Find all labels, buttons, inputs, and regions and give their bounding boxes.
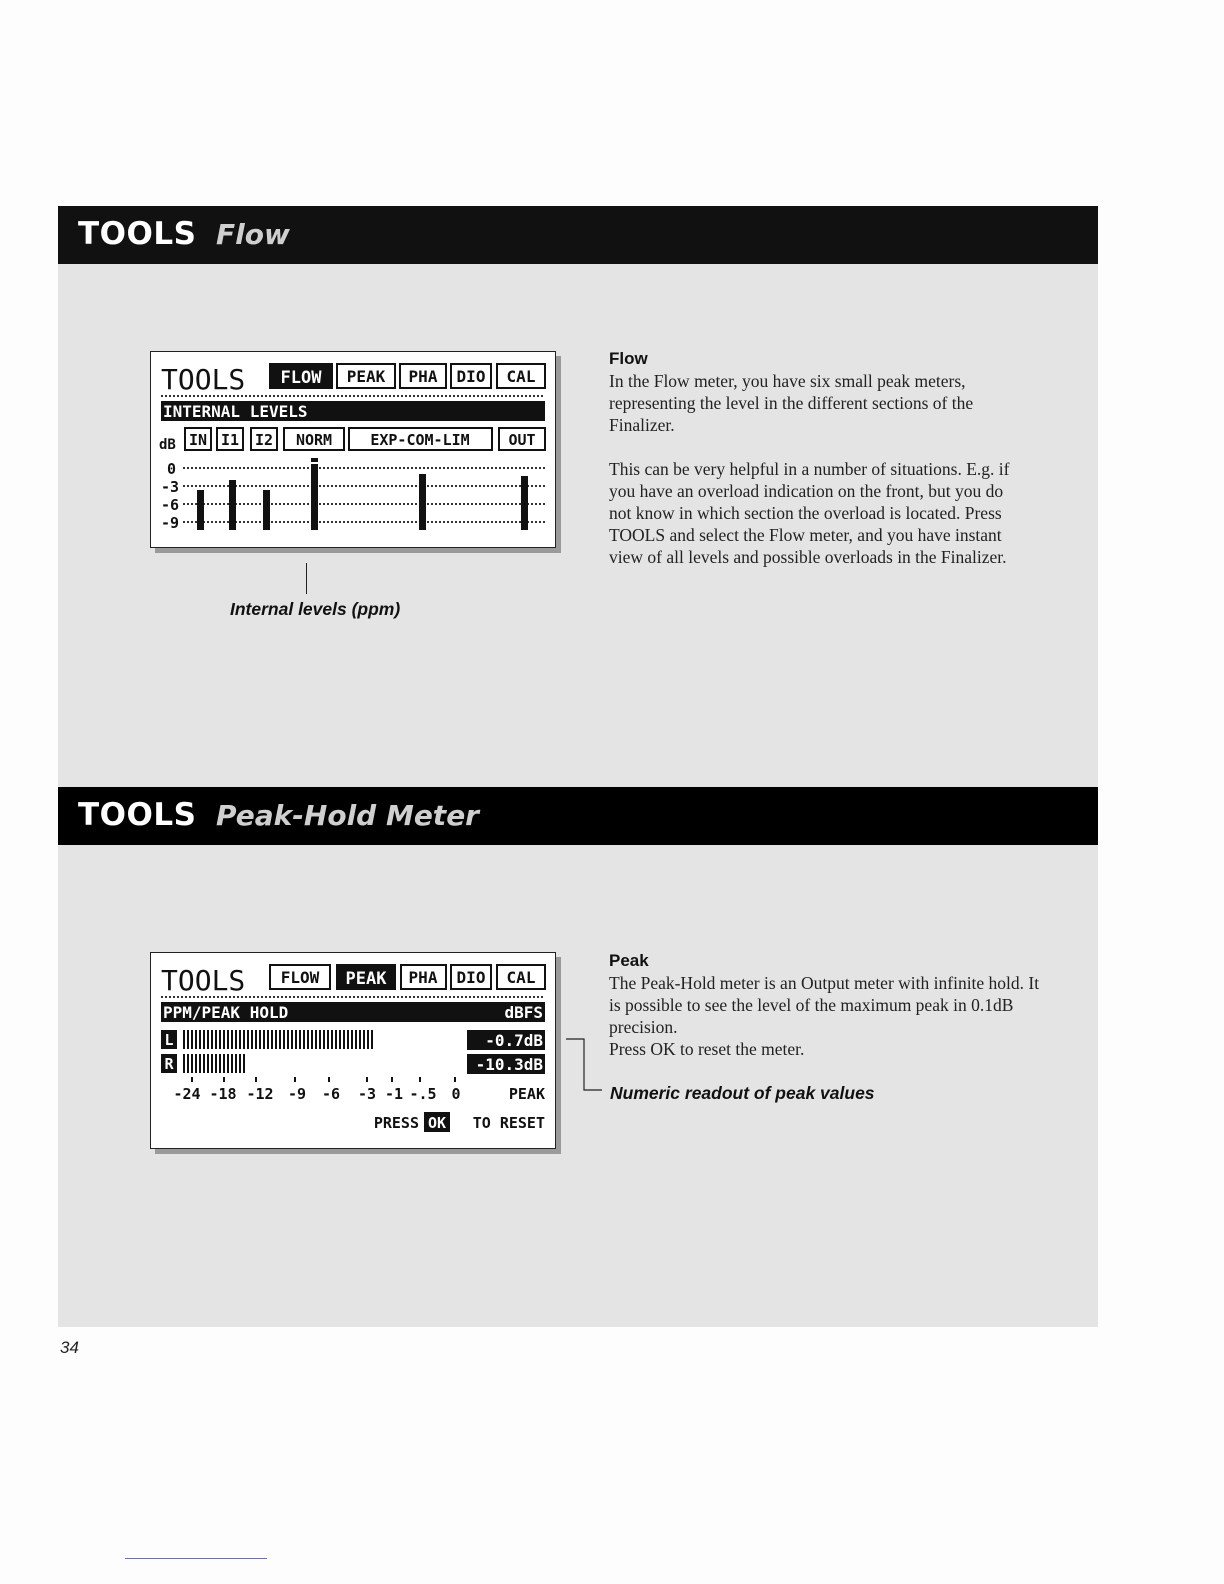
- scale-label-18: -18: [209, 1085, 237, 1103]
- svg-text:CAL: CAL: [506, 367, 536, 386]
- svg-text:FLOW: FLOW: [280, 968, 320, 987]
- svg-text:I2: I2: [254, 431, 274, 449]
- scale-label-1: -1: [384, 1085, 404, 1103]
- meter-peak-norm: [311, 458, 318, 462]
- header-italic: Peak-Hold Meter: [216, 799, 479, 832]
- lcd-tab-pha: [400, 364, 446, 388]
- svg-text:NORM: NORM: [295, 431, 333, 449]
- flow-paragraph-1: In the Flow meter, you have six small peak meters, representing the level in the different sections of the Finalizer.: [609, 371, 974, 435]
- lcd-tab-peak: [337, 364, 395, 388]
- lcd-tab-cal: [497, 364, 545, 388]
- lcd-tab-dio: [451, 965, 491, 989]
- caption-leader-line: [306, 563, 307, 594]
- channel-r-label: R: [164, 1055, 174, 1073]
- scale-label-24: -24: [173, 1085, 201, 1103]
- footer-to-reset: TO RESET: [472, 1114, 545, 1132]
- lcd-title: TOOLS: [161, 363, 246, 396]
- svg-text:DIO: DIO: [456, 367, 486, 386]
- svg-text:OUT: OUT: [508, 431, 536, 449]
- lcd-scale-9: -9: [161, 514, 180, 532]
- meter-bar-norm: [311, 464, 318, 530]
- channel-l-meter: [181, 1030, 373, 1049]
- lcd-scale-ticks: [191, 1077, 456, 1082]
- header-italic: Flow: [216, 218, 290, 251]
- scale-label-12: -12: [246, 1085, 274, 1103]
- lcd-tab-peak: [336, 964, 396, 990]
- flow-description: [609, 348, 1029, 568]
- page-number: 34: [60, 1338, 79, 1357]
- footer-ok: OK: [427, 1114, 447, 1132]
- channel-l-label: L: [164, 1031, 174, 1049]
- svg-text:EXP-COM-LIM: EXP-COM-LIM: [370, 431, 470, 449]
- channel-r-readout: -10.3dB: [475, 1055, 543, 1074]
- lcd-scale-0: 0: [167, 460, 177, 478]
- lcd-column-norm: [284, 428, 344, 450]
- meter-bar-i1: [229, 480, 236, 530]
- lcd-column-i1: [217, 428, 243, 450]
- lcd-banner-right: dBFS: [504, 1003, 543, 1022]
- lcd-column-i2: [251, 428, 277, 450]
- caption-numeric-readout: Numeric readout of peak values: [610, 1083, 875, 1103]
- lcd-tab-flow: [270, 965, 330, 989]
- lcd-display-flow: [150, 351, 556, 548]
- meter-bar-out: [521, 476, 528, 530]
- lcd-column-out: [499, 428, 545, 450]
- lcd-tab-cal: [497, 965, 545, 989]
- lcd-scale-3: -3: [161, 478, 180, 496]
- scale-label-0: 0: [451, 1085, 461, 1103]
- footnote-rule: [125, 1558, 267, 1559]
- lcd-banner-text: INTERNAL LEVELS: [163, 402, 308, 421]
- lcd-scale-6: -6: [161, 496, 180, 514]
- lcd-column-in: [185, 428, 211, 450]
- svg-text:PEAK: PEAK: [345, 969, 387, 989]
- flow-heading: Flow: [609, 349, 648, 368]
- lcd-title: TOOLS: [161, 964, 246, 997]
- lcd-banner-left: PPM/PEAK HOLD: [163, 1003, 289, 1022]
- svg-text:IN: IN: [188, 431, 208, 449]
- svg-text:PHA: PHA: [408, 367, 438, 386]
- svg-text:PHA: PHA: [408, 968, 438, 987]
- peak-paragraph-1: The Peak-Hold meter is an Output meter with infinite hold. It is possible to see the level of the maximum peak in 0.1dB precision.: [609, 973, 1040, 1037]
- scale-label-half: -.5: [409, 1085, 437, 1103]
- svg-text:FLOW: FLOW: [280, 368, 322, 388]
- header-bold: TOOLS: [78, 216, 197, 252]
- meter-bar-in: [197, 490, 204, 530]
- peak-paragraph-2: Press OK to reset the meter.: [609, 1039, 805, 1059]
- peak-description: [609, 950, 1049, 1060]
- scale-label-9: -9: [287, 1085, 307, 1103]
- footer-press: PRESS: [373, 1114, 419, 1132]
- meter-bar-i2: [263, 490, 270, 530]
- scale-label-6: -6: [321, 1085, 341, 1103]
- lcd-grid: [183, 468, 545, 522]
- channel-l-readout: -0.7dB: [485, 1031, 543, 1050]
- scale-label-3: -3: [357, 1085, 377, 1103]
- readout-bracket: [560, 1035, 610, 1095]
- svg-text:DIO: DIO: [456, 968, 486, 987]
- lcd-display-peak: [150, 952, 556, 1149]
- peak-heading: Peak: [609, 951, 649, 970]
- lcd-column-exp-com-lim: [349, 428, 492, 450]
- meter-bar-exp-com-lim: [419, 474, 426, 530]
- lcd-tab-pha: [401, 965, 446, 989]
- svg-text:CAL: CAL: [506, 968, 536, 987]
- section-header-peak-hold: [58, 787, 1098, 845]
- svg-text:PEAK: PEAK: [346, 367, 386, 386]
- svg-text:I1: I1: [220, 431, 240, 449]
- flow-paragraph-2: This can be very helpful in a number of situations. E.g. if you have an overload indication on the front, but you do not know in which section the overload is located. Press TOOLS and select the Flow meter, and you have instant view of all levels and possible overloads in the Finalizer.: [609, 459, 1010, 567]
- scale-label-peak: PEAK: [508, 1085, 545, 1103]
- channel-r-meter: [181, 1054, 247, 1073]
- header-bold: TOOLS: [78, 797, 197, 833]
- section-header-flow: [58, 206, 1098, 264]
- lcd-tab-dio: [451, 364, 491, 388]
- lcd-tab-flow: [269, 363, 333, 389]
- lcd-unit: dB: [159, 437, 176, 453]
- caption-internal-levels: Internal levels (ppm): [230, 599, 401, 619]
